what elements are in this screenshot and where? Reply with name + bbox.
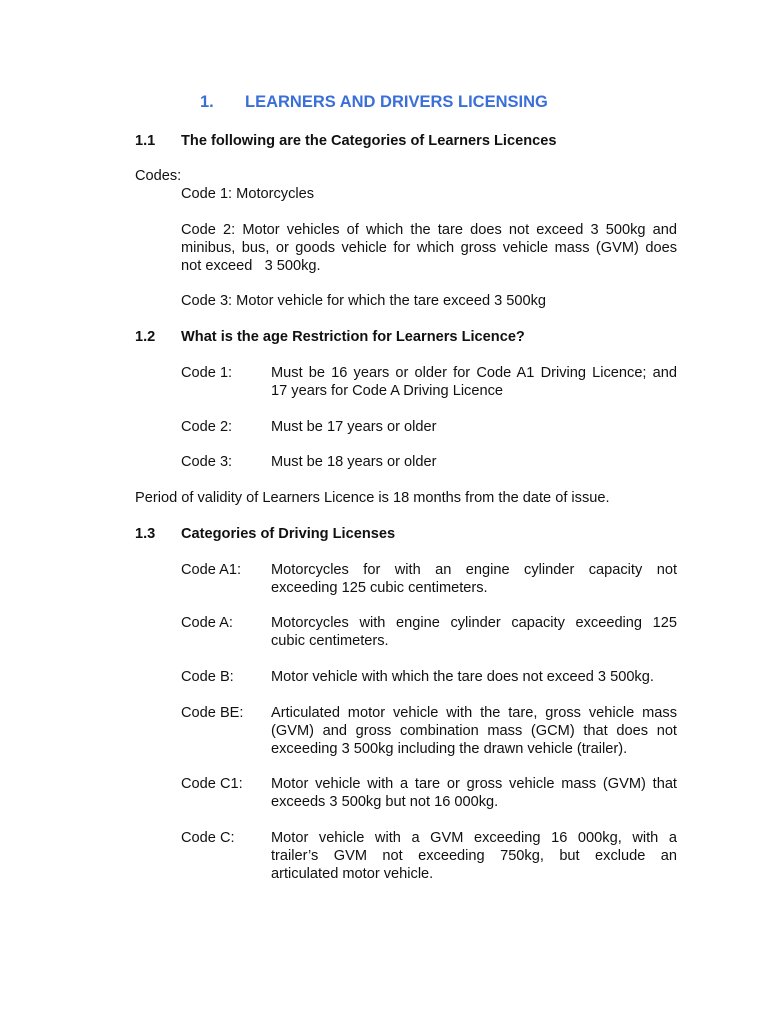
section-1-2-number: 1.2 (135, 329, 156, 345)
licence-code-a1-line-1: Motorcycles for with an engine cylinder capacity not (271, 562, 677, 578)
age-code-1-line-1: Must be 16 years or older for Code A1 Driving Licence; and (271, 365, 677, 381)
age-code-1-label: Code 1: (181, 365, 233, 381)
section-1-3-number: 1.3 (135, 526, 156, 542)
learner-code-2-line-1: Code 2: Motor vehicles of which the tare does not exceed 3 500kg and (181, 222, 677, 238)
heading-number: 1. (200, 93, 214, 111)
learner-code-3: Code 3: Motor vehicle for which the tare exceed 3 500kg (181, 293, 547, 309)
age-code-3-text: Must be 18 years or older (271, 454, 437, 470)
section-1-2-title: What is the age Restriction for Learners Licence? (181, 329, 525, 345)
licence-code-c1-line-1: Motor vehicle with a tare or gross vehicle mass (GVM) that (271, 776, 677, 792)
learner-code-2-line-2: minibus, bus, or goods vehicle for which gross vehicle mass (GVM) does (181, 240, 677, 256)
licence-code-a-line-2: cubic centimeters. (271, 633, 389, 649)
licence-code-a-label: Code A: (181, 615, 233, 631)
section-1-3-title: Categories of Driving Licenses (181, 526, 396, 542)
licence-code-be-line-1: Articulated motor vehicle with the tare, gross vehicle mass (271, 705, 677, 721)
licence-code-a1-label: Code A1: (181, 562, 242, 578)
licence-code-be-line-2: (GVM) and gross combination mass (GCM) that does not (271, 723, 677, 739)
age-code-3-label: Code 3: (181, 454, 233, 470)
licence-code-be-label: Code BE: (181, 705, 244, 721)
licence-code-a1-line-2: exceeding 125 cubic centimeters. (271, 580, 488, 596)
age-code-2-label: Code 2: (181, 419, 233, 435)
section-1-1-number: 1.1 (135, 133, 156, 149)
licence-code-c1-label: Code C1: (181, 776, 243, 792)
licence-code-a-line-1: Motorcycles with engine cylinder capacity exceeding 125 (271, 615, 677, 631)
licence-code-b-text: Motor vehicle with which the tare does not exceed 3 500kg. (271, 669, 654, 685)
licence-code-c-label: Code C: (181, 830, 235, 846)
age-code-2-text: Must be 17 years or older (271, 419, 437, 435)
learner-code-1: Code 1: Motorcycles (181, 186, 315, 202)
age-code-1-line-2: 17 years for Code A Driving Licence (271, 383, 504, 399)
licence-code-be-line-3: exceeding 3 500kg including the drawn vehicle (trailer). (271, 741, 628, 757)
licence-code-b-label: Code B: (181, 669, 234, 685)
section-1-1-title: The following are the Categories of Learners Licences (181, 133, 557, 149)
page-title (200, 93, 548, 112)
licence-code-c1-line-2: exceeds 3 500kg but not 16 000kg. (271, 794, 499, 810)
codes-label: Codes: (135, 168, 182, 184)
learner-code-2-line-3: not exceed 3 500kg. (181, 258, 321, 274)
heading-text: LEARNERS AND DRIVERS LICENSING (245, 93, 548, 111)
licence-code-c-line-2: trailer’s GVM not exceeding 750kg, but exclude an (271, 848, 677, 864)
licence-code-c-line-3: articulated motor vehicle. (271, 866, 434, 882)
validity-note: Period of validity of Learners Licence is 18 months from the date of issue. (135, 490, 610, 506)
licence-code-c-line-1: Motor vehicle with a GVM exceeding 16 000kg, with a (271, 830, 677, 846)
